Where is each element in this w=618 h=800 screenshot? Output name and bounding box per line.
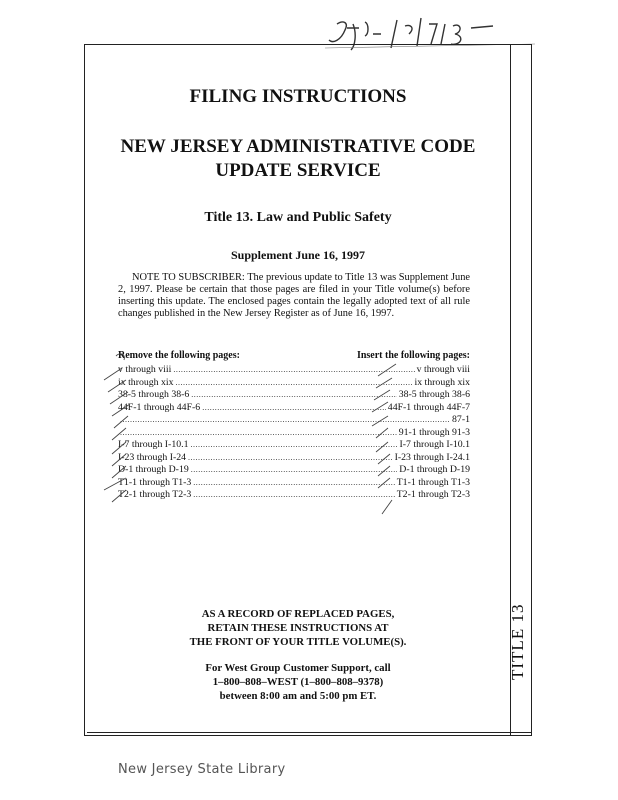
instruction-row: T2-1 through T2-3 ..... T2-1 through T2-3 bbox=[118, 489, 470, 502]
support-hours: between 8:00 am and 5:00 pm ET. bbox=[219, 690, 377, 702]
supplement-date: Supplement June 16, 1997 bbox=[230, 248, 366, 262]
instruction-row: ..... 91-1 through 91-3 bbox=[118, 427, 470, 440]
instruction-row: T1-1 through T1-3 ..... T1-1 through T1-3 bbox=[118, 477, 470, 490]
record-notice-line2: RETAIN THESE INSTRUCTIONS AT bbox=[207, 622, 389, 634]
remove-heading: Remove the following pages: bbox=[118, 350, 240, 361]
support-line1: For West Group Customer Support, call bbox=[205, 662, 391, 674]
library-stamp: New Jersey State Library bbox=[118, 762, 286, 777]
note-label: NOTE TO SUBSCRIBER: bbox=[132, 272, 245, 283]
record-notice-line1: AS A RECORD OF REPLACED PAGES, bbox=[201, 608, 395, 620]
code-title-line1: NEW JERSEY ADMINISTRATIVE CODE bbox=[120, 136, 476, 157]
filing-instructions-heading: FILING INSTRUCTIONS bbox=[189, 86, 407, 107]
instruction-row: ..... 87-1 bbox=[118, 414, 470, 427]
tab-label: TITLE 13 bbox=[508, 603, 527, 680]
handwritten-check-marks bbox=[100, 350, 430, 520]
code-title-line2: UPDATE SERVICE bbox=[215, 160, 381, 181]
insert-heading: Insert the following pages: bbox=[356, 350, 470, 361]
note-text: The previous update to Title 13 was Supplement June 2, 1997. Please be certain that those pages are filed in your Title volume(s) before inserting this update. The enclosed pages contain the legally adopted text of all rule changes published in the New Jersey Register as of June 16, 1997. bbox=[118, 272, 471, 319]
support-phone: 1–800–808–WEST (1–800–808–9378) bbox=[212, 676, 384, 688]
instruction-row: v through viii ..... v through viii bbox=[118, 364, 470, 377]
instruction-row: 38-5 through 38-6 ..... 38-5 through 38-6 bbox=[118, 389, 470, 402]
instruction-row: I-23 through I-24 ..... I-23 through I-24.1 bbox=[118, 452, 470, 465]
note-to-subscriber bbox=[118, 272, 470, 320]
instruction-row: D-1 through D-19 ..... D-1 through D-19 bbox=[118, 464, 470, 477]
instruction-row: 44F-1 through 44F-6 ..... 44F-1 through 44F-7 bbox=[118, 402, 470, 415]
title-line: Title 13. Law and Public Safety bbox=[204, 210, 392, 225]
instruction-row: I-7 through I-10.1 ..... I-7 through I-10.1 bbox=[118, 439, 470, 452]
instruction-row: ix through xix ..... ix through xix bbox=[118, 377, 470, 390]
record-notice-line3: THE FRONT OF YOUR TITLE VOLUME(S). bbox=[189, 636, 407, 648]
